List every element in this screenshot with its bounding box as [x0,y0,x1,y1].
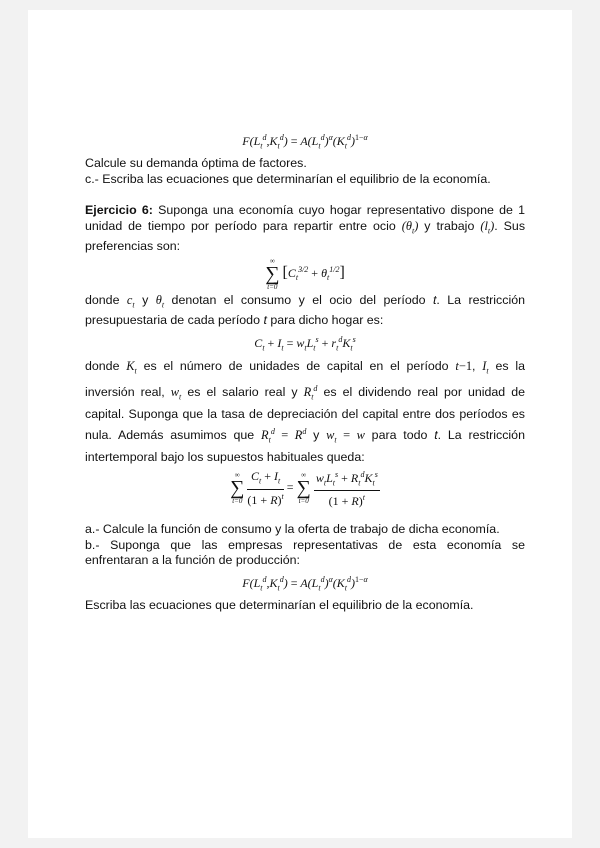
text-final-instruction: Escriba las ecuaciones que determinarían el equilibrio de la economía. [85,597,474,612]
equation-production-function-2: $F(L_t^d,K_t^d) = A(L_t^d)^\alpha(K_t^d)^{1-\alpha}$ [242,574,368,593]
text-donde-consumo-ocio: donde $c_t$ y $\theta_t$ denotan el consumo y el ocio del período t. La restricción presupuestaria de cada período t para dicho hogar es: [85,293,525,328]
text-factor-demand: Calcule su demanda óptima de factores. [85,155,307,170]
text-capital-definitions: donde $K_t$ es el número de unidades de capital en el período t−1, $I_t$ es la inversión real, $w_t$ es el salario real y $R_t^d$ es el dividendo real por unidad de capital. Suponga que la tasa de depreciación del capital entre dos períodos es nula. Además asumimos que $R_t^d = R^d$ y $w_t = w$ para todo t. La restricción intertemporal bajo los supuestos habituales queda: [85,359,526,465]
page-content [85,127,525,614]
text-question-b: b.- Suponga que las empresas representativas de esta economía se enfrentaran a la función de producción: [85,537,525,568]
equation-intertemporal: ∞ ∑ t=0 $\frac{C_t + I_t}{(1 + R)^t}$ = ∞ ∑ t=0 $\frac{w_tL_t^s + R_t^dK_t^s}{(1 + R)^t}$ [230,469,378,509]
equation-budget-constraint: $C_t + I_t = w_tL_t^s + r_t^dK_t^s$ [254,335,356,353]
text-question-a: a.- Calcule la función de consumo y la oferta de trabajo de dicha economía. [85,522,500,537]
text-question-c: c.- Escriba las ecuaciones que determinarían el equilibrio de la economía. [85,171,491,186]
document-page [28,10,572,838]
exercise-6-title: Ejercicio 6: [85,203,153,218]
exercise-6-intro: Ejercicio 6: Suponga una economía cuyo hogar representativo dispone de 1 unidad de tiempo por período para repartir entre ocio $(\theta_t)$ y trabajo $(l_t)$. Sus preferencias son: [85,203,526,253]
equation-utility: ∞ ∑ t=0 $[C_t^{3/2} + \theta_t^{1/2}]$ [265,257,345,292]
equation-production-function-1: $F(L_t^d,K_t^d) = A(L_t^d)^\alpha(K_t^d)^{1-\alpha}$ [242,133,368,151]
